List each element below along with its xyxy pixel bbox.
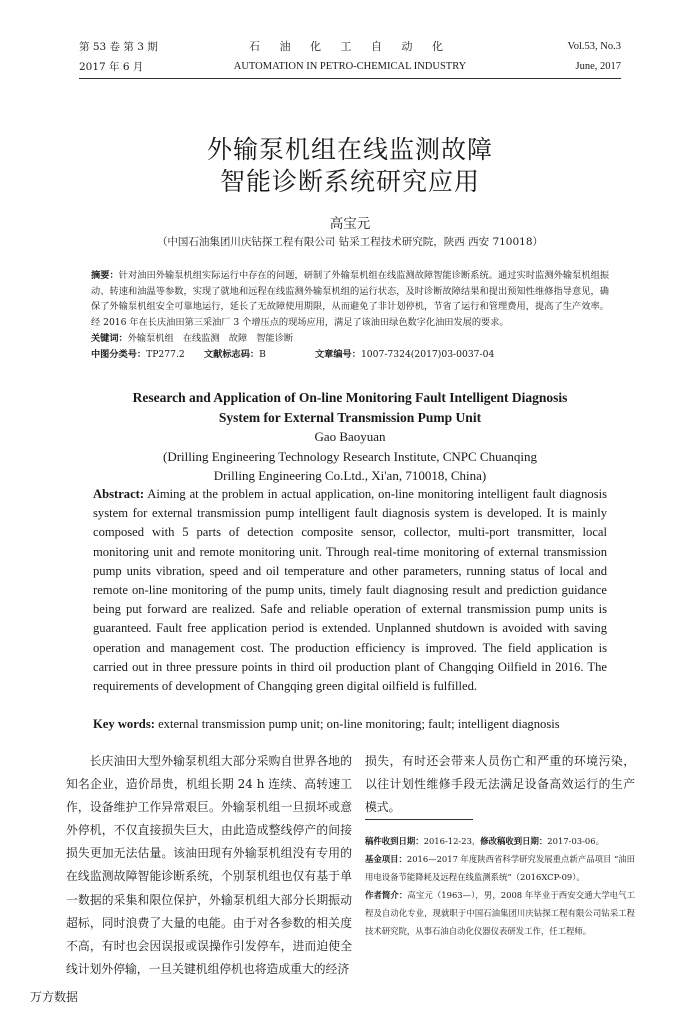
running-header-top	[79, 39, 621, 55]
document-code: 文献标志码：B	[204, 349, 266, 360]
footnote-author: 作者简介：高宝元（1963—），男，2008 年毕业于西安交通大学电气工程及自动化专业，现就职于中国石油集团川庆钻探工程有限公司钻采工程技术研究院，从事石油自动化仪器仪表研发工作，任工程师。	[365, 890, 635, 936]
keywords-en-label: Key words:	[93, 717, 155, 731]
body-paragraph-1-continued: 损失，有时还会带来人员伤亡和严重的环境污染，以往计划性维修手段无法满足设备高效运行的生产模式。	[365, 754, 635, 815]
footnotes	[365, 832, 635, 940]
title-cn-line1: 外输泵机组在线监测故障	[206, 135, 493, 164]
body-column-right	[365, 750, 635, 819]
article-number: 文章编号：1007-7324(2017)03-0037-04	[315, 349, 495, 360]
title-en-line1: Research and Application of On-line Monitoring Fault Intelligent Diagnosis	[132, 390, 568, 405]
affiliation-en-line2: Drilling Engineering Co.Ltd., Xi'an, 710018, China)	[213, 468, 487, 483]
body-paragraph-1: 长庆油田大型外输泵机组大部分采购自世界各地的知名企业，造价昂贵，机组长期 24 h 连续、高转速工作，设备维护工作异常艰巨。外输泵机组一旦损坏或意外停机，不仅直接损失巨大，由此造成整线停产的间接损失更加无法估量。该油田现有外输泵机组没有专用的在线监测故障智能诊断系统，个别泵机组也仅有基于单一数据的采集和限位保护，外输泵机组大部分长期振动超标，同时浪费了大量的电能。由于对各参数的相关度不高，有时也会因误报或误操作引发停车，进而迫使全线计划外停输，一旦关键机组停机也将造成重大的经济	[66, 754, 352, 976]
footnote-rule	[365, 819, 473, 820]
title-en	[0, 388, 700, 428]
abstract-en-text: Aiming at the problem in actual application, on-line monitoring intelligent fault diagnosis system for external transmission pump intelligent fault diagnosis system is developed. It is mainly composed with 5 parts of detection composite sensor, collector, multi-port transmitter, local monitoring unit and remote monitoring unit. Through real-time monitoring of external transmission pump units vibration, speed and oil temperature and other parameters, running status of local and remote on-line monitoring of the pump units, timely fault diagnosing result and prediction guidance being put forward are realized. Safe and reliable operation of external transmission pump units is guaranteed. Fault free application period is extended. Unplanned shutdown is avoided with saving operation and management cost. The production efficiency is improved. The field application is carried out in three pressure points in third oil production plant of Changqing Oilfield in 2016. The requirements of development of Changqing green digital oilfield is fulfilled.	[93, 487, 607, 694]
title-en-line2: System for External Transmission Pump Unit	[218, 410, 482, 425]
date-cn: 2017 年 6 月	[79, 61, 144, 73]
keywords-cn-label: 关键词：	[91, 333, 128, 344]
volume-issue: 第 53 卷 第 3 期	[79, 41, 158, 53]
title-cn	[0, 134, 700, 198]
title-cn-line2: 智能诊断系统研究应用	[219, 167, 480, 196]
author-en: Gao Baoyuan	[314, 429, 386, 444]
abstract-cn-label: 摘要：	[91, 270, 119, 281]
affiliation-en	[0, 447, 700, 485]
keywords-cn-text: 外输泵机组 在线监测 故障 智能诊断	[127, 333, 294, 344]
journal-name-cn: 石 油 化 工 自 动 化	[249, 40, 451, 53]
affiliation-en-line1: (Drilling Engineering Technology Research Institute, CNPC Chuanqing	[163, 449, 537, 464]
footnote-fund: 基金项目：2016—2017 年度陕西省科学研究发展重点新产品项目 “油田用电设备节能降耗及远程在线监测系统”（2016XCP-09）。	[365, 854, 636, 882]
affiliation-cn: （中国石油集团川庆钻探工程有限公司 钻采工程技术研究院，陕西 西安 710018）	[156, 236, 544, 248]
journal-name-en: AUTOMATION IN PETRO-CHEMICAL INDUSTRY	[233, 61, 467, 72]
running-header-bottom	[79, 59, 621, 75]
abstract-en	[93, 485, 607, 696]
keywords-cn	[91, 331, 609, 346]
volume-issue-en: Vol.53, No.3	[567, 41, 621, 52]
watermark: 万方数据	[30, 990, 79, 1004]
date-en: June, 2017	[575, 61, 621, 72]
body-column-left	[66, 750, 352, 981]
abstract-en-label: Abstract:	[93, 487, 145, 501]
abstract-cn	[91, 268, 609, 330]
keywords-en	[93, 715, 607, 733]
author-cn: 高宝元	[329, 216, 371, 232]
footnote-dates: 稿件收到日期：2016-12-23，修改稿收到日期：2017-03-06。	[365, 836, 604, 846]
abstract-cn-text: 针对油田外输泵机组实际运行中存在的问题，研制了外输泵机组在线监测故障智能诊断系统。通过实时监测外输泵机组振动、转速和油温等参数，实现了就地和远程在线监测外输泵机组的运行状态，及时诊断故障结果和提出预知性维修指导意见，确保了外输泵机组安全可靠地运行，延长了无故障使用期限，从而避免了非计划停机，节省了运行和管理费用，提高了生产效率。经 2016 年在长庆油田第三采油厂 3 个增压点的现场应用，满足了该油田绿色数字化油田发展的要求。	[91, 270, 610, 328]
clc-number: 中图分类号：TP277.2	[91, 349, 185, 360]
header-rule	[79, 78, 621, 79]
keywords-en-text: external transmission pump unit; on-line monitoring; fault; intelligent diagnosis	[154, 717, 560, 731]
